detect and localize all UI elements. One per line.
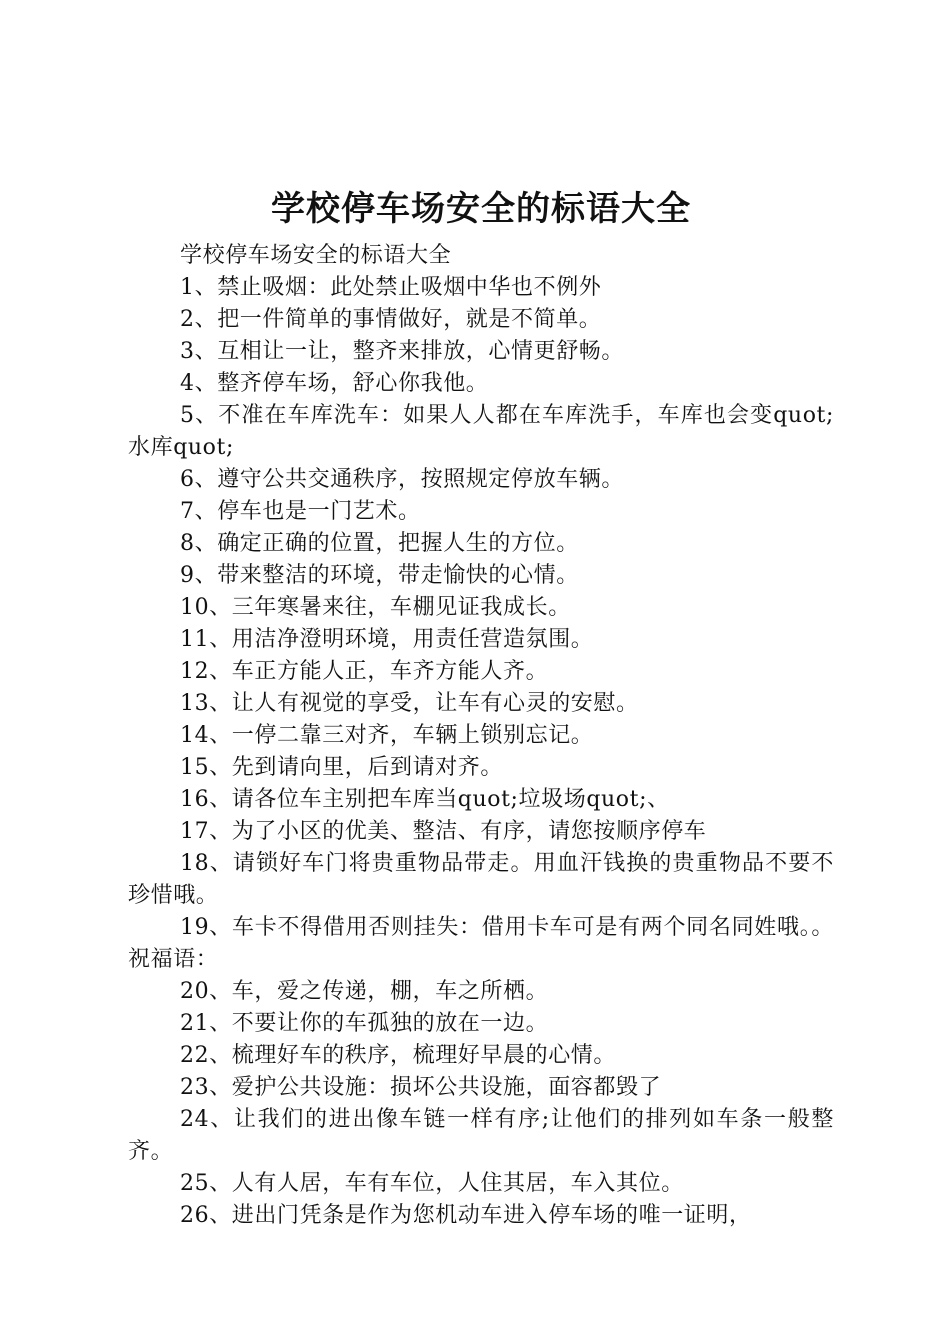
paragraph: 18、请锁好车门将贵重物品带走。用血汗钱换的贵重物品不要不珍惜哦。 — [128, 851, 834, 908]
paragraph: 学校停车场安全的标语大全 — [180, 243, 452, 268]
paragraph: 4、整齐停车场，舒心你我他。 — [180, 371, 489, 396]
paragraph: 19、车卡不得借用否则挂失：借用卡车可是有两个同名同姓哦。。祝福语： — [128, 915, 834, 972]
paragraph: 15、先到请向里，后到请对齐。 — [180, 755, 503, 780]
paragraph: 16、请各位车主别把车库当quot;垃圾场quot;、 — [180, 787, 670, 812]
paragraph: 22、梳理好车的秩序，梳理好早晨的心情。 — [180, 1043, 616, 1068]
paragraph: 7、停车也是一门艺术。 — [180, 499, 421, 524]
paragraph: 8、确定正确的位置，把握人生的方位。 — [180, 531, 579, 556]
paragraph: 1、禁止吸烟：此处禁止吸烟中华也不例外 — [180, 275, 602, 300]
paragraph: 10、三年寒暑来往，车棚见证我成长。 — [180, 595, 571, 620]
paragraph: 23、爱护公共设施：损坏公共设施，面容都毁了 — [180, 1075, 662, 1100]
paragraph: 17、为了小区的优美、整洁、有序，请您按顺序停车 — [180, 819, 707, 844]
paragraph: 5、不准在车库洗车：如果人人都在车库洗手，车库也会变quot;水库quot; — [128, 403, 834, 460]
paragraph: 26、进出门凭条是作为您机动车进入停车场的唯一证明， — [180, 1203, 752, 1228]
paragraph: 20、车，爱之传递，棚，车之所栖。 — [180, 979, 549, 1004]
paragraph: 25、人有人居，车有车位，人住其居，车入其位。 — [180, 1171, 684, 1196]
document-page — [128, 178, 834, 1232]
document-body — [128, 240, 834, 1232]
paragraph: 11、用洁净澄明环境，用责任营造氛围。 — [180, 627, 594, 652]
paragraph: 14、一停二靠三对齐，车辆上锁别忘记。 — [180, 723, 594, 748]
paragraph: 9、带来整洁的环境，带走愉快的心情。 — [180, 563, 579, 588]
paragraph: 12、车正方能人正，车齐方能人齐。 — [180, 659, 549, 684]
paragraph: 6、遵守公共交通秩序，按照规定停放车辆。 — [180, 467, 624, 492]
paragraph: 2、把一件简单的事情做好，就是不简单。 — [180, 307, 602, 332]
paragraph: 13、让人有视觉的享受，让车有心灵的安慰。 — [180, 691, 639, 716]
paragraph: 24、让我们的进出像车链一样有序;让他们的排列如车条一般整齐。 — [128, 1107, 834, 1164]
paragraph: 3、互相让一让，整齐来排放，心情更舒畅。 — [180, 339, 624, 364]
document-title: 学校停车场安全的标语大全 — [271, 189, 691, 229]
paragraph: 21、不要让你的车孤独的放在一边。 — [180, 1011, 549, 1036]
